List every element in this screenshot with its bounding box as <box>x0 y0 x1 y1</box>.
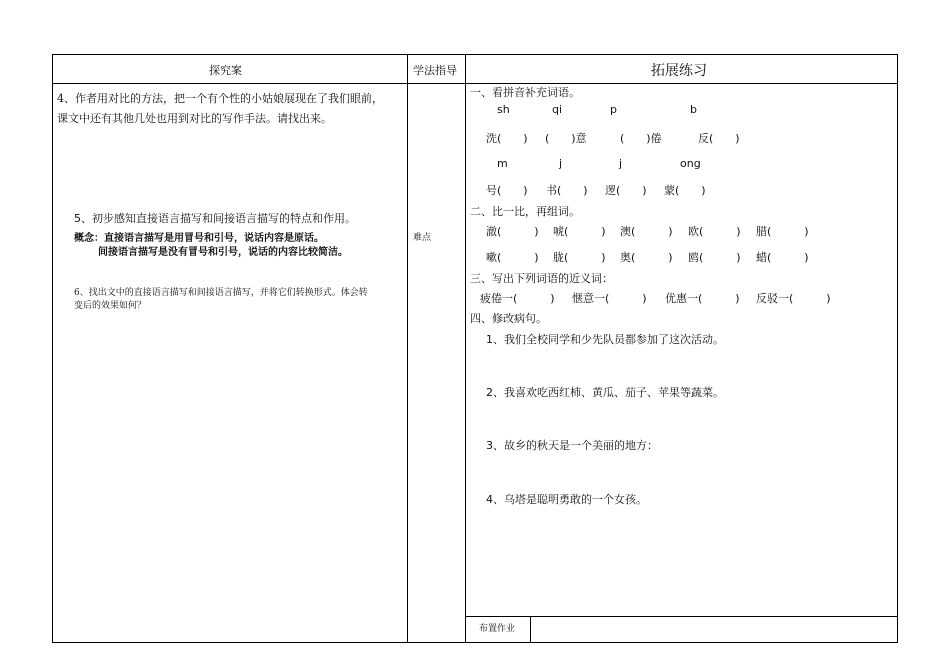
compare-2-2: 胧( ) <box>553 251 606 264</box>
concept-direct-speech: 概念：直接语言描写是用冒号和引号，说话内容是原话。 <box>74 233 324 244</box>
synonym-3: 优惠一( ) <box>665 292 740 305</box>
compare-1-2: 唬( ) <box>553 225 606 238</box>
table-border-left <box>52 54 53 643</box>
question-4-line1: 4、作者用对比的方法，把一个有个性的小姑娘展现在了我们眼前， <box>57 92 383 105</box>
homework-label: 布置作业 <box>479 624 516 634</box>
concept-indirect-speech: 间接语言描写是没有冒号和引号，说话的内容比较简洁。 <box>98 247 348 258</box>
synonym-2: 惬意一( ) <box>572 292 647 305</box>
pinyin-1-1: sh <box>497 103 510 116</box>
homework-cell-divider <box>530 616 531 643</box>
pinyin-1-2: qi <box>552 103 563 116</box>
sentence-2: 2、我喜欢吃西红柿、黄瓜、茄子、苹果等蔬菜。 <box>486 386 724 399</box>
question-5: 5、初步感知直接语言描写和间接语言描写的特点和作用。 <box>74 212 356 225</box>
table-border-right <box>897 54 898 643</box>
section-2-title: 二、比一比，再组词。 <box>470 205 580 218</box>
pinyin-2-1: m <box>497 157 508 170</box>
synonym-4: 反驳一( ) <box>756 292 831 305</box>
section-4-title: 四、修改病句。 <box>470 312 547 325</box>
difficulty-label: 难点 <box>413 233 432 243</box>
pinyin-1-3: p <box>610 103 617 116</box>
question-6-line2: 变后的效果如何？ <box>74 301 147 311</box>
word-blank-2-3: 逻( ) <box>605 184 647 197</box>
header-extension-exercises: 拓展练习 <box>651 63 707 79</box>
compare-1-4: 欧( ) <box>688 225 741 238</box>
column-divider-2 <box>465 54 466 643</box>
header-inquiry: 探究案 <box>209 64 242 77</box>
word-blank-1-2: ( )意 <box>545 132 587 145</box>
pinyin-2-2: j <box>559 157 563 170</box>
question-4-line2: 课文中还有其他几处也用到对比的写作手法。请找出来。 <box>57 112 332 125</box>
word-blank-2-2: 书( ) <box>546 184 588 197</box>
sentence-1: 1、我们全校同学和少先队员都参加了这次活动。 <box>486 333 724 346</box>
compare-2-1: 嗽( ) <box>486 251 539 264</box>
table-border-bottom <box>52 642 898 643</box>
table-border-top <box>52 54 898 55</box>
word-blank-1-1: 洗( ) <box>486 132 528 145</box>
section-1-title: 一、看拼音补充词语。 <box>470 86 580 99</box>
word-blank-1-4: 反( ) <box>698 132 740 145</box>
pinyin-1-4: b <box>690 103 697 116</box>
compare-1-3: 澳( ) <box>620 225 673 238</box>
sentence-3: 3、故乡的秋天是一个美丽的地方： <box>486 439 658 452</box>
question-6-line1: 6、找出文中的直接语言描写和间接语言描写，并将它们转换形式。体会转 <box>74 288 368 298</box>
compare-2-4: 鸥( ) <box>688 251 741 264</box>
compare-2-3: 奥( ) <box>620 251 673 264</box>
compare-1-5: 腊( ) <box>756 225 809 238</box>
word-blank-2-4: 蒙( ) <box>664 184 706 197</box>
pinyin-2-4: ong <box>680 157 701 170</box>
section-3-title: 三、写出下列词语的近义词： <box>470 272 613 285</box>
compare-2-5: 蜡( ) <box>756 251 809 264</box>
header-study-guide: 学法指导 <box>413 64 457 77</box>
word-blank-2-1: 号( ) <box>486 184 528 197</box>
pinyin-2-3: j <box>619 157 623 170</box>
sentence-4: 4、乌塔是聪明勇敢的一个女孩。 <box>486 493 647 506</box>
word-blank-1-3: ( )倦 <box>620 132 662 145</box>
synonym-1: 疲倦一( ) <box>480 292 555 305</box>
compare-1-1: 澈( ) <box>486 225 539 238</box>
column-divider-1 <box>407 54 408 643</box>
